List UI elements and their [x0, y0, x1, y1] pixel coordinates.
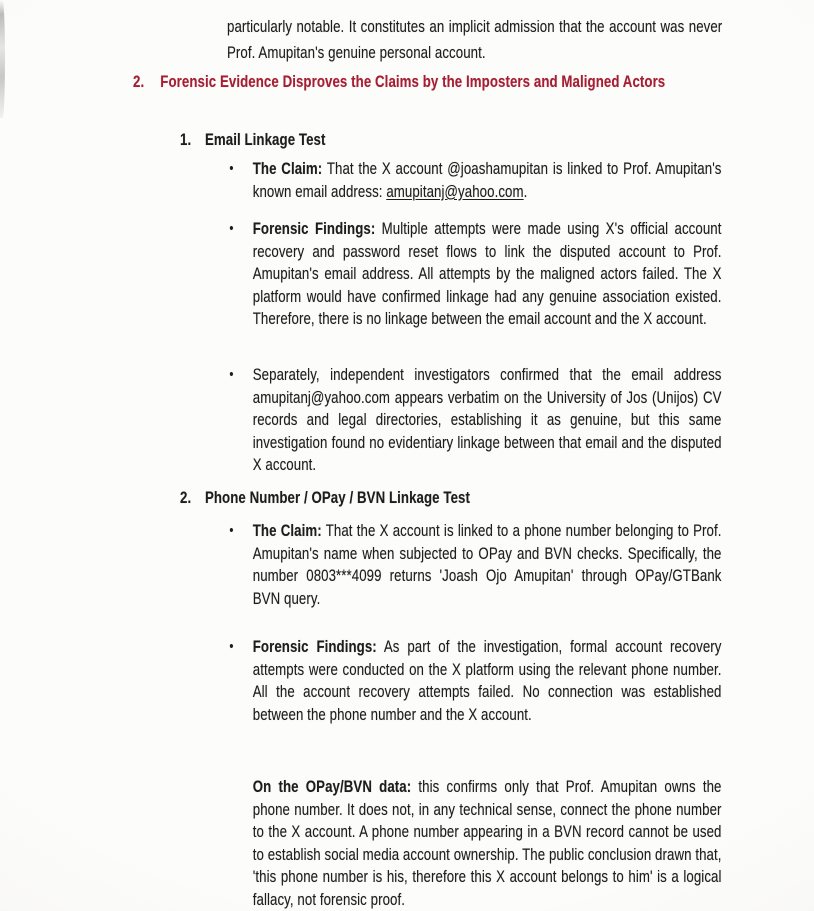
phone-findings-lead: Forensic Findings:: [252, 637, 377, 656]
intro-continuation-paragraph: particularly notable. It constitutes an implicit admission that the account was never Prof. Amupitan's genuine personal account.: [227, 17, 723, 62]
opay-bvn-paragraph: [227, 776, 722, 911]
subsection-phone-test-title: Phone Number / OPay / BVN Linkage Test: [204, 488, 471, 507]
email-claim-text: That the X account @joashamupitan is linked to Prof. Amupitan's known email address:: [252, 159, 722, 201]
bullet-email-claim: [227, 158, 722, 203]
bullet-icon: •: [229, 220, 234, 237]
subsection-phone-test-heading: [180, 486, 679, 509]
opay-bvn-text: this confirms only that Prof. Amupitan owns the phone number. It does not, in any technical sense, connect the phone number to the X account. A phone number appearing in a BVN record cannot be used to establish social media account ownership. The public conclusion drawn that, 'this phone number is his, therefore this X account belongs to him' is a logical fallacy, not forensic proof.: [252, 777, 722, 909]
phone-claim-text: That the X account is linked to a phone number belonging to Prof. Amupitan's name when subjected to OPay and BVN checks. Specifically, the number 0803***4099 returns 'Joash Ojo Amupitan' through OPay/GTBank BVN query.: [252, 521, 722, 608]
opay-bvn-lead: On the OPay/BVN data:: [252, 777, 412, 796]
scan-edge-artifact: [0, 0, 5, 118]
email-claim-lead: The Claim:: [252, 159, 323, 178]
phone-findings-text: As part of the investigation, formal account recovery attempts were conducted on the X platform using the relevant phone number. All the account recovery attempts failed. No connection was established between the phone number and the X account.: [252, 637, 722, 724]
bullet-icon: •: [229, 160, 234, 177]
subsection-email-test-title: Email Linkage Test: [204, 130, 326, 149]
email-findings-lead: Forensic Findings:: [252, 219, 376, 238]
subsection-email-test-number: 1.: [180, 130, 192, 149]
bullet-icon: •: [229, 366, 234, 383]
email-address-underlined: amupitanj@yahoo.com: [386, 181, 524, 201]
bullet-phone-claim: [227, 520, 722, 610]
bullet-email-findings: [227, 218, 722, 331]
bullet-icon: •: [229, 522, 234, 539]
section-2-heading: [133, 70, 679, 94]
bullet-email-separately: [227, 364, 722, 477]
subsection-email-test-heading: [180, 128, 679, 151]
email-separately-text: Separately, independent investigators confirmed that the email address amupitanj@yahoo.com appears verbatim on the University of Jos (Unijos) CV records and legal directories, establishing it as genuine, but this same investigation found no evidentiary linkage between that email and the disputed X account.: [252, 365, 722, 475]
email-claim-period: .: [523, 181, 528, 201]
email-findings-text: Multiple attempts were made using X's official account recovery and password reset flows to link the disputed account to Prof. Amupitan's email address. All attempts by the maligned actors failed. The X platform would have confirmed linkage had any genuine association existed. Therefore, there is no linkage between the email account and the X account.: [252, 219, 722, 329]
phone-claim-lead: The Claim:: [252, 521, 322, 540]
section-2-title: Forensic Evidence Disproves the Claims by the Imposters and Maligned Actors: [160, 72, 666, 91]
bullet-phone-findings: [227, 636, 722, 726]
bullet-icon: •: [229, 638, 234, 655]
subsection-phone-test-number: 2.: [180, 488, 192, 507]
section-2-number: 2.: [133, 72, 145, 91]
